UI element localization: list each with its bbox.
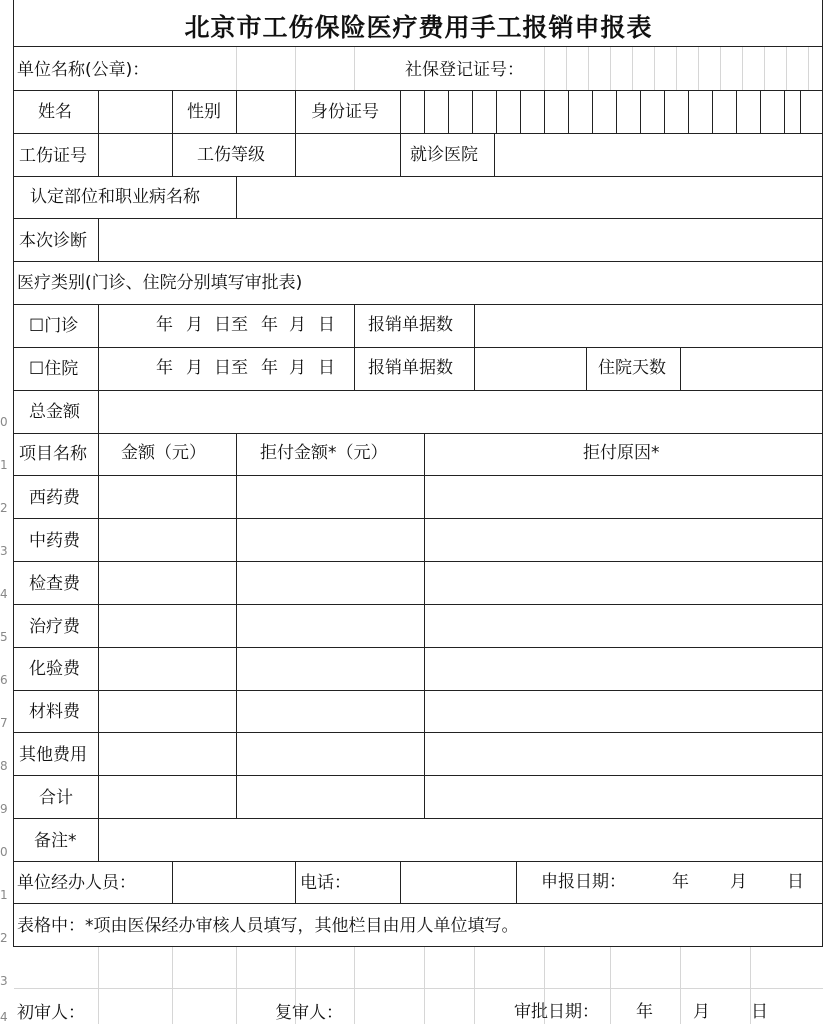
med-type-label: 医疗类别(门诊、住院分别填写审批表) bbox=[17, 273, 303, 293]
row-number: 4 bbox=[0, 1010, 8, 1024]
inpatient-checkbox[interactable]: ☐住院 bbox=[29, 359, 79, 379]
apply-date-month: 月 bbox=[730, 872, 747, 892]
injury-cert-label: 工伤证号 bbox=[19, 146, 87, 166]
row-number: 3 bbox=[0, 974, 8, 988]
amount-cell[interactable] bbox=[99, 562, 235, 603]
outpatient-end-day: 日 bbox=[318, 315, 335, 335]
row-number: 0 bbox=[0, 415, 8, 429]
first-reviewer-label: 初审人： bbox=[17, 1003, 85, 1023]
handler-field[interactable] bbox=[173, 862, 294, 902]
row-number: 8 bbox=[0, 759, 8, 773]
amount-cell[interactable] bbox=[99, 519, 235, 560]
social-security-field[interactable] bbox=[544, 47, 822, 89]
form-title: 北京市工伤保险医疗费用手工报销申报表 bbox=[184, 13, 653, 42]
table-row-label: 材料费 bbox=[29, 702, 80, 722]
rejected-reason-cell[interactable] bbox=[425, 562, 821, 603]
row-number: 1 bbox=[0, 888, 8, 902]
rejected-reason-cell[interactable] bbox=[425, 691, 821, 731]
amount-cell[interactable] bbox=[99, 691, 235, 731]
amount-cell[interactable] bbox=[99, 733, 235, 774]
amount-cell[interactable] bbox=[99, 605, 235, 646]
outpatient-checkbox[interactable]: ☐门诊 bbox=[29, 316, 79, 336]
rejected-reason-cell[interactable] bbox=[425, 476, 821, 517]
row-number: 1 bbox=[0, 458, 8, 472]
diagnosis-label: 本次诊断 bbox=[19, 231, 87, 251]
remarks-field[interactable] bbox=[99, 819, 821, 860]
col-header-rejected-reason: 拒付原因* bbox=[583, 443, 660, 463]
row-number: 2 bbox=[0, 931, 8, 945]
rejected-amount-cell[interactable] bbox=[237, 776, 423, 817]
rejected-amount-cell[interactable] bbox=[237, 648, 423, 689]
apply-date-label: 申报日期： bbox=[541, 872, 626, 892]
id-number-field[interactable] bbox=[401, 91, 821, 132]
col-header-rejected-amount: 拒付金额*（元） bbox=[260, 443, 388, 463]
inpatient-end-year: 年 bbox=[261, 358, 278, 378]
inpatient-end-month: 月 bbox=[289, 358, 306, 378]
rejected-amount-cell[interactable] bbox=[237, 519, 423, 560]
outpatient-start-day: 日至 bbox=[214, 315, 248, 335]
inpatient-days-label: 住院天数 bbox=[598, 358, 666, 378]
recognized-label: 认定部位和职业病名称 bbox=[30, 187, 200, 207]
rejected-reason-cell[interactable] bbox=[425, 776, 821, 817]
hospital-field[interactable] bbox=[495, 134, 821, 175]
inpatient-days-field[interactable] bbox=[681, 348, 821, 389]
inpatient-receipts-label: 报销单据数 bbox=[368, 358, 453, 378]
approval-date-day: 日 bbox=[751, 1002, 768, 1022]
total-field[interactable] bbox=[99, 391, 821, 432]
diagnosis-field[interactable] bbox=[99, 219, 821, 260]
handler-label: 单位经办人员： bbox=[17, 873, 136, 893]
approval-date-month: 月 bbox=[693, 1002, 710, 1022]
id-label: 身份证号 bbox=[311, 102, 379, 122]
rejected-amount-cell[interactable] bbox=[237, 562, 423, 603]
table-row-label: 西药费 bbox=[29, 488, 80, 508]
amount-cell[interactable] bbox=[99, 776, 235, 817]
form-note: 表格中：*项由医保经办审核人员填写，其他栏目由用人单位填写。 bbox=[17, 916, 519, 936]
name-label: 姓名 bbox=[38, 102, 72, 122]
inpatient-start-day: 日至 bbox=[214, 358, 248, 378]
total-label: 总金额 bbox=[29, 402, 80, 422]
row-number: 3 bbox=[0, 544, 8, 558]
rejected-amount-cell[interactable] bbox=[237, 476, 423, 517]
col-header-amount: 金额（元） bbox=[121, 443, 206, 463]
social-security-label: 社保登记证号： bbox=[405, 60, 524, 80]
table-row-label: 合计 bbox=[39, 788, 73, 808]
amount-cell[interactable] bbox=[99, 476, 235, 517]
gender-label: 性别 bbox=[187, 102, 221, 122]
rejected-amount-cell[interactable] bbox=[237, 733, 423, 774]
apply-date-year: 年 bbox=[672, 872, 689, 892]
table-row-label: 治疗费 bbox=[29, 617, 80, 637]
row-number: 0 bbox=[0, 845, 8, 859]
phone-label: 电话： bbox=[300, 873, 351, 893]
inpatient-start-year: 年 bbox=[156, 358, 173, 378]
row-number: 9 bbox=[0, 802, 8, 816]
injury-level-field[interactable] bbox=[296, 134, 399, 175]
outpatient-start-year: 年 bbox=[156, 315, 173, 335]
apply-date-day: 日 bbox=[787, 872, 804, 892]
row-number: 7 bbox=[0, 716, 8, 730]
row-number: 4 bbox=[0, 587, 8, 601]
table-row-label: 其他费用 bbox=[19, 745, 87, 765]
second-reviewer-label: 复审人： bbox=[275, 1003, 343, 1023]
row-number: 6 bbox=[0, 673, 8, 687]
unit-name-label: 单位名称(公章)： bbox=[17, 60, 150, 80]
rejected-reason-cell[interactable] bbox=[425, 605, 821, 646]
table-row-label: 检查费 bbox=[29, 574, 80, 594]
name-field[interactable] bbox=[99, 91, 171, 132]
hospital-label: 就诊医院 bbox=[410, 145, 478, 165]
remarks-label: 备注* bbox=[34, 831, 77, 851]
recognized-field[interactable] bbox=[237, 177, 821, 217]
inpatient-end-day: 日 bbox=[318, 358, 335, 378]
rejected-reason-cell[interactable] bbox=[425, 519, 821, 560]
rejected-reason-cell[interactable] bbox=[425, 648, 821, 689]
row-number: 2 bbox=[0, 501, 8, 515]
approval-date-label: 审批日期： bbox=[514, 1002, 599, 1022]
inpatient-receipts-field[interactable] bbox=[475, 348, 585, 389]
unit-name-field[interactable] bbox=[180, 47, 395, 89]
outpatient-receipts-field[interactable] bbox=[475, 305, 821, 346]
rejected-amount-cell[interactable] bbox=[237, 605, 423, 646]
approval-date-year: 年 bbox=[636, 1002, 653, 1022]
table-row-label: 化验费 bbox=[29, 659, 80, 679]
amount-cell[interactable] bbox=[99, 648, 235, 689]
outpatient-receipts-label: 报销单据数 bbox=[368, 315, 453, 335]
inpatient-start-month: 月 bbox=[186, 358, 203, 378]
outpatient-end-month: 月 bbox=[289, 315, 306, 335]
outpatient-end-year: 年 bbox=[261, 315, 278, 335]
rejected-reason-cell[interactable] bbox=[425, 733, 821, 774]
table-row-label: 中药费 bbox=[29, 531, 80, 551]
injury-cert-field[interactable] bbox=[99, 134, 171, 175]
phone-field[interactable] bbox=[401, 862, 515, 902]
rejected-amount-cell[interactable] bbox=[237, 691, 423, 731]
outpatient-start-month: 月 bbox=[186, 315, 203, 335]
injury-level-label: 工伤等级 bbox=[197, 145, 265, 165]
col-header-item: 项目名称 bbox=[19, 444, 87, 464]
row-number: 5 bbox=[0, 630, 8, 644]
gender-field[interactable] bbox=[237, 91, 294, 132]
